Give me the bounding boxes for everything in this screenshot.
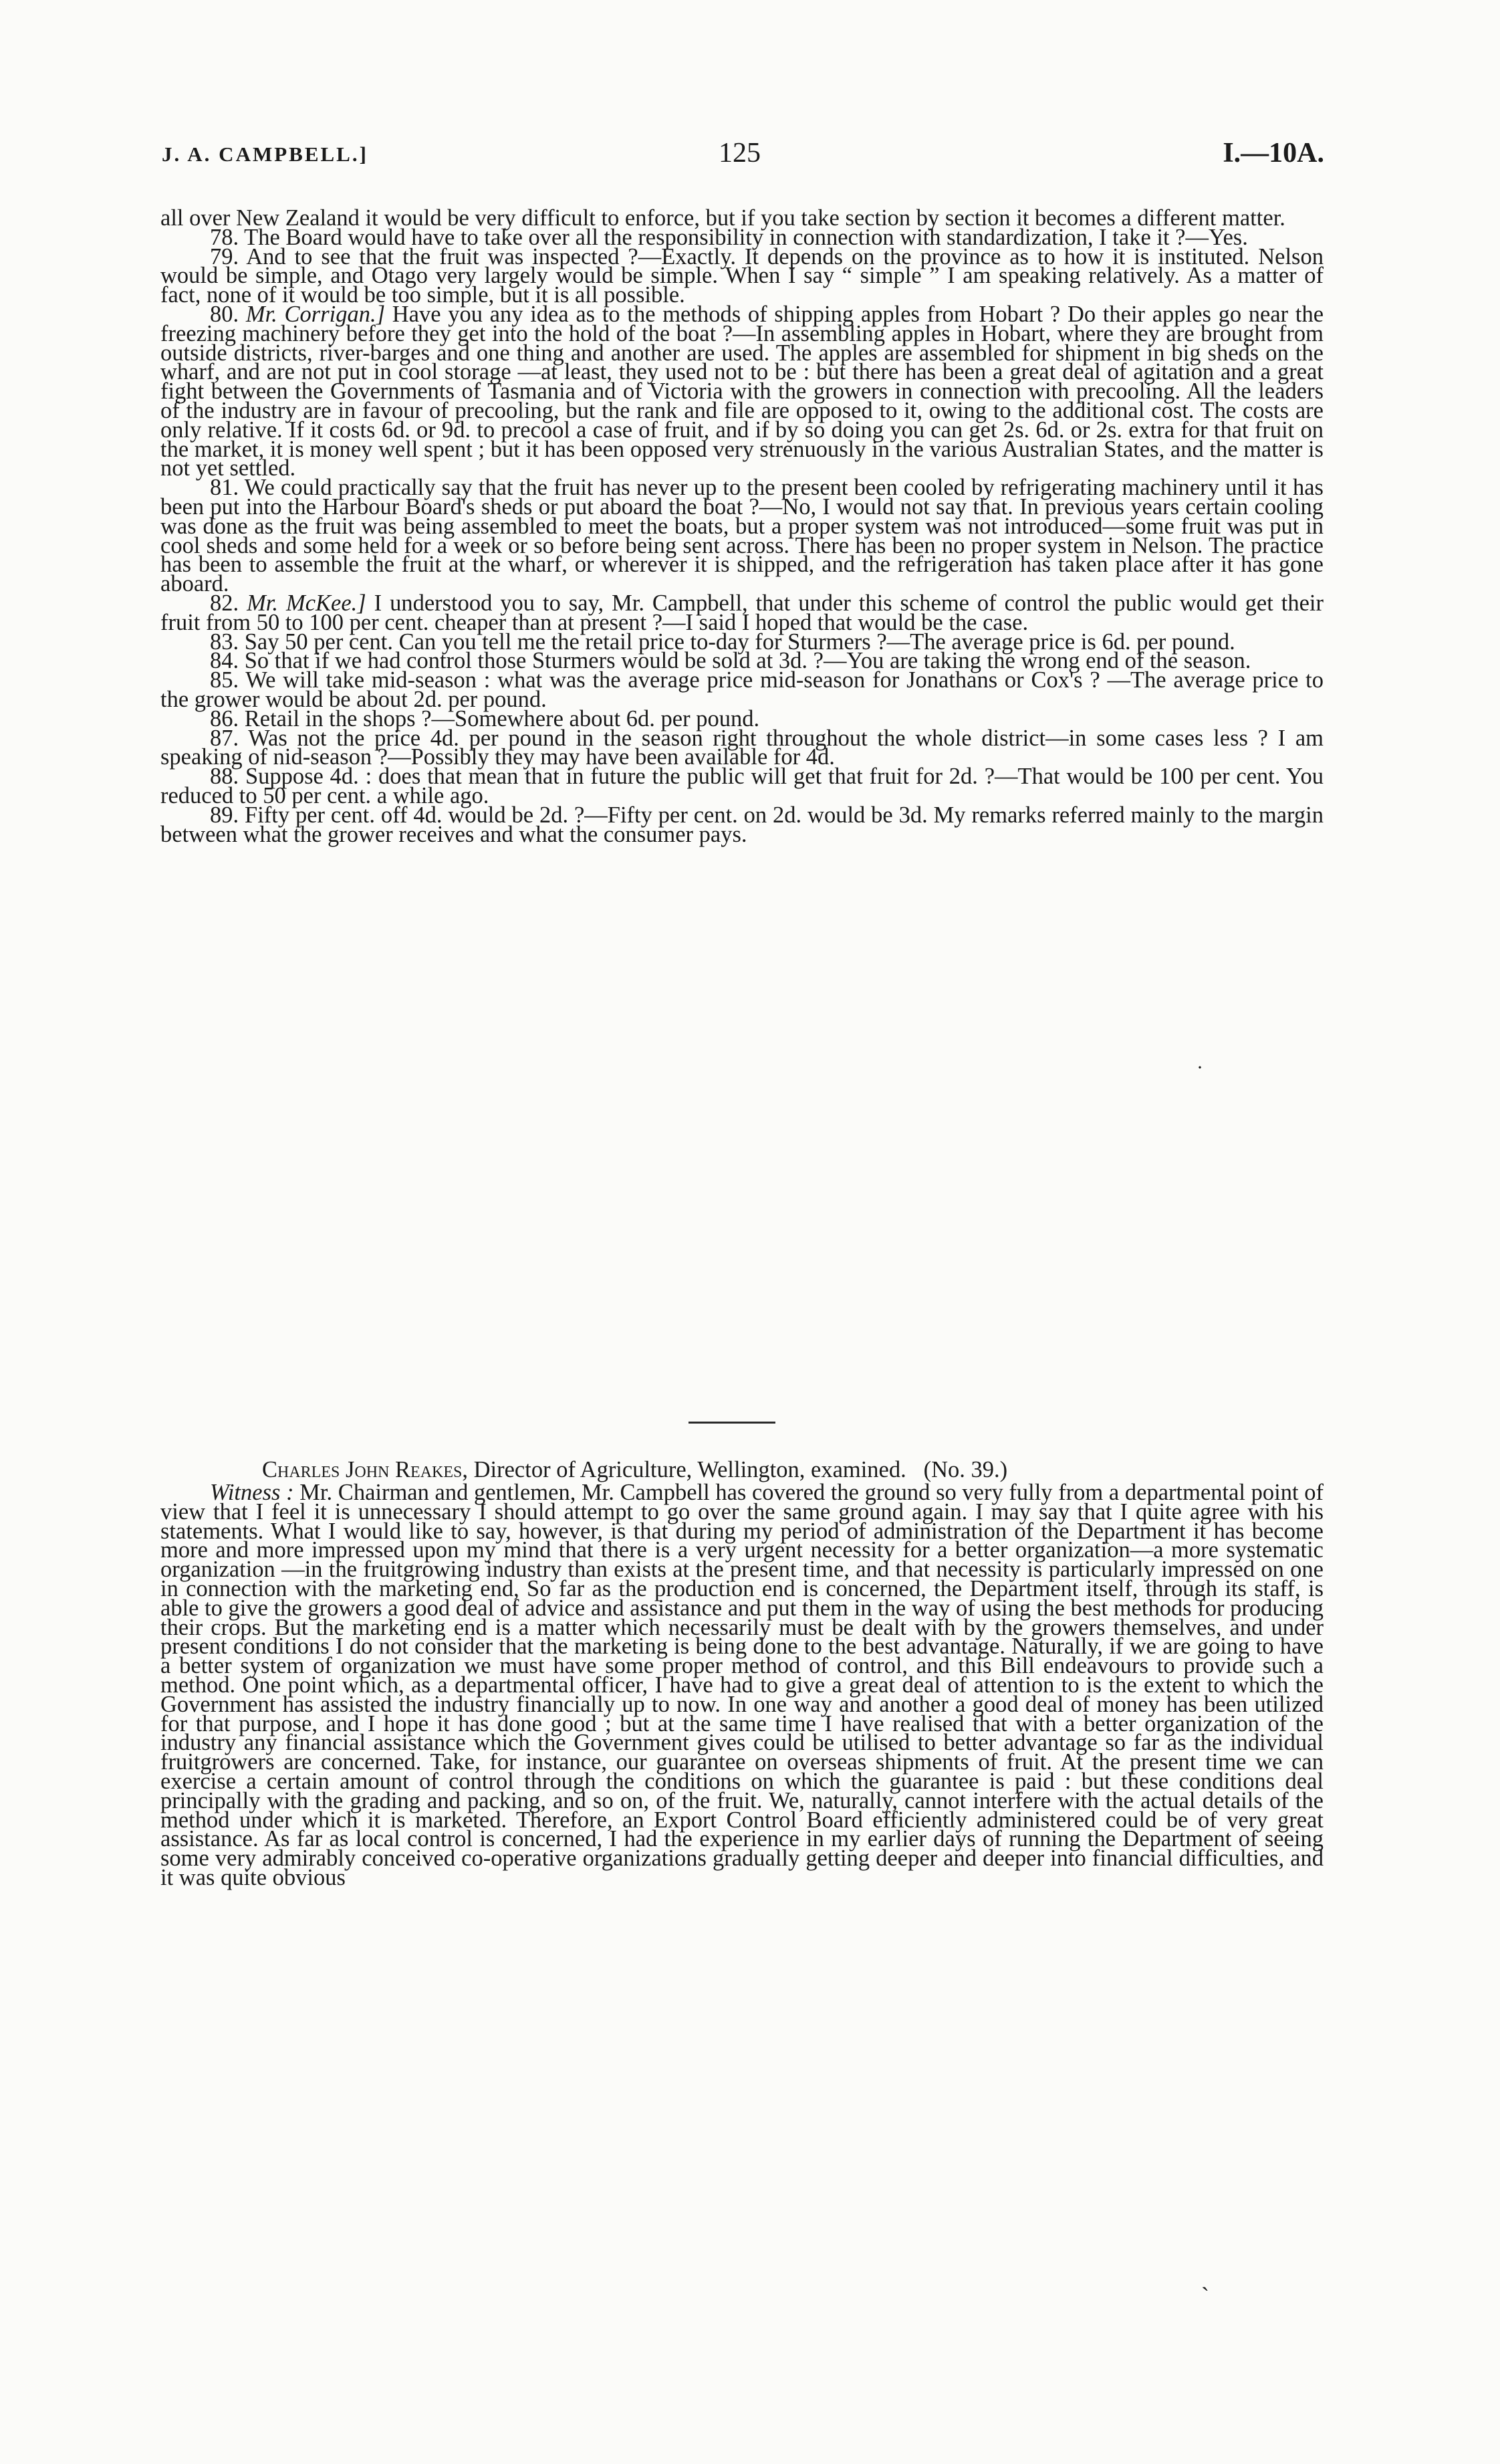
question-79 — [160, 243, 1324, 308]
witness-statement-text: Mr. Chairman and gentlemen, Mr. Campbell has covered the ground so very fully from a departmental point of view that I feel it is unnecessary I should attempt to go over the same ground again. I may say that I quite agree with his statements. What I would like to say, however, is that during my period of administration of the Department it has become more and more impressed upon my mind that there is a very urgent necessity for a better organization—a more systematic organization —in the fruitgrowing industry than exists at the present time, and that necessity is particularly impressed on one in connection with the marketing end, So far as the production end is concerned, the Department itself, through its staff, is able to give the growers a good deal of advice and assistance and put them in the way of using the best methods for producing their crops. But the marketing end is a matter which necessarily must be dealt with by the growers themselves, and under present conditions I do not consider that the marketing is being done to the best advantage. Naturally, if we are going to have a better system of organization we must have some proper method of control, and this Bill endeavours to provide such a method. One point which, as a departmental officer, I have had to give a great deal of attention to is the extent to which the Government has assisted the industry financially up to now. In one way and another a good deal of money has been utilized for that purpose, and I hope it has done good ; but at the same time I have realised that with a better organization of the industry any financial assistance which the Government gives could be utilised to better advantage so far as the individual fruitgrowers are concerned. Take, for instance, our guarantee on overseas shipments of fruit. At the present time we can exercise a certain amount of control through the conditions on which the guarantee is paid : but these conditions deal principally with the grading and packing, and so on, of the fruit. We, naturally, cannot interfere with the actual details of the method under which it is marketed. Therefore, an Export Control Board efficiently administered could be of very great assistance. As far as local control is concerned, I had the experience in my earlier days of running the Department of seeing some very admirably conceived co-operative organizations gradually getting deeper and deeper into financial difficulties, and it was quite obvious — [160, 1480, 1324, 1890]
section-divider — [689, 1422, 775, 1424]
witness-number: (No. 39.) — [923, 1457, 1008, 1482]
question-number: 87. — [210, 725, 239, 751]
question-text: We will take mid-season : what was the average price mid-season for Jonathans or Cox's ? —The average price to the grower would be about 2d. per pound. — [160, 667, 1324, 712]
witness-role: , Director of Agriculture, Wellington, examined. — [462, 1457, 906, 1482]
paper-reference: I.—10A. — [1223, 138, 1324, 169]
page-number: 125 — [719, 138, 761, 169]
question-text: The Board would have to take over all the responsibility in connection with standardization, I take it ?—Yes. — [244, 224, 1248, 250]
continuation-paragraph: all over New Zealand it would be very difficult to enforce, but if you take section by section it becomes a different matter. — [160, 205, 1285, 231]
header-witness-name: J. A. CAMPBELL.] — [162, 142, 368, 166]
question-text: Suppose 4d. : does that mean that in future the public will get that fruit for 2d. ?—That would be 100 per cent. You reduced to 50 per cent. a while ago. — [160, 764, 1324, 808]
question-88 — [160, 764, 1324, 808]
witness-heading — [160, 1457, 1324, 1482]
question-text: And to see that the fruit was inspected ?—Exactly. It depends on the province as to how it is instituted. Nelson would be simple, and Otago very largely would be simple. When I say “ simple ” I am speaking relatively. As a matter of fact, none of it would be too simple, but it is all possible. — [160, 243, 1324, 308]
question-number: 86. — [210, 705, 239, 732]
question-81 — [160, 475, 1324, 597]
question-number: 82. — [210, 590, 239, 616]
witness-name: Charles John Reakes — [262, 1457, 463, 1482]
question-text: Was not the price 4d. per pound in the season right throughout the whole district—in some cases less ? I am speaking of nid-season ?—Possibly they may have been available for 4d. — [160, 725, 1324, 770]
witness-statement — [160, 1480, 1324, 1890]
page-header — [0, 137, 1500, 177]
question-text: Have you any idea as to the methods of shipping apples from Hobart ? Do their apples go near the freezing machinery before they get into the hold of the boat ?—In assembling apples in Hobart, where they are brought from outside districts, river-barges and one thing and another are used. The apples are assembled for shipment in big sheds on the wharf, and are not put in cool storage —at least, they used not to be : but there has been a great deal of agitation and a great fight between the Governments of Tasmania and of Victoria with the growers in connection with precooling. All the leaders of the industry are in favour of precooling, but the rank and file are opposed to it, owing to the additional cost. The costs are only relative. If it costs 6d. or 9d. to precool a case of fruit, and if by so doing you can get 2s. 6d. or 2s. extra for that fruit on the market, it is money well spent ; but it has been opposed very strenuously in the various Australian States, and the matter is not yet settled. — [160, 301, 1324, 481]
stray-tick-mark: ˎ — [1201, 2264, 1209, 2291]
question-number: 81. — [210, 475, 239, 501]
witness-paragraph — [160, 1480, 1324, 1890]
questioner-name: Mr. Corrigan.] — [245, 301, 386, 327]
question-text: Say 50 per cent. Can you tell me the retail price to-day for Sturmers ?—The average price is 6d. per pound. — [244, 629, 1235, 655]
stray-dot-mark: · — [1197, 1056, 1203, 1079]
witness-label: Witness : — [210, 1480, 294, 1505]
question-82 — [160, 590, 1324, 635]
question-number: 85. — [210, 667, 239, 693]
question-number: 78. — [210, 224, 239, 250]
question-text: We could practically say that the fruit has never up to the present been cooled by refrigerating machinery until it has been put into the Harbour Board's sheds or put aboard the boat ?—No, I would not say that. In previous years certain cooling was done as the fruit was being assembled to meet the boats, but a proper system was not introduced—some fruit was put in cool sheds and some held for a week or so before being sent across. There has been no proper system in Nelson. The practice has been to assemble the fruit at the wharf, or wherever it is shipped, and the refrigeration has taken place after it has gone aboard. — [160, 475, 1324, 597]
question-text: So that if we had control those Sturmers would be sold at 3d. ?—You are taking the wrong end of the season. — [244, 648, 1251, 674]
question-number: 89. — [210, 802, 239, 828]
question-text: Fifty per cent. off 4d. would be 2d. ?—Fifty per cent. on 2d. would be 3d. My remarks referred mainly to the margin between what the grower receives and what the consumer pays. — [160, 802, 1324, 847]
question-85 — [160, 667, 1324, 712]
question-80 — [160, 301, 1324, 481]
question-number: 83. — [210, 629, 239, 655]
questioner-name: Mr. McKee.] — [247, 590, 366, 616]
question-87 — [160, 725, 1324, 770]
question-number: 79. — [210, 243, 239, 269]
question-number: 84. — [210, 648, 239, 674]
question-number: 88. — [210, 764, 239, 790]
question-number: 80. — [210, 301, 239, 327]
evidence-body — [160, 205, 1324, 847]
question-text: I understood you to say, Mr. Campbell, that under this scheme of control the public would get their fruit from 50 to 100 per cent. cheaper than at present ?—I said I hoped that would be the case. — [160, 590, 1324, 635]
question-89 — [160, 802, 1324, 847]
question-text: Retail in the shops ?—Somewhere about 6d. per pound. — [244, 705, 760, 732]
